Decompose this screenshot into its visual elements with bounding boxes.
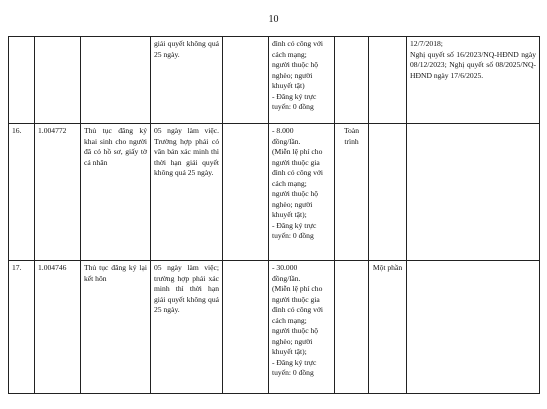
fee-cell: - 8.000 đồng/lần. (Miễn lệ phí cho người thuộc gia đình có công với cách mạng; người thuộc hộ nghèo; người khuyết tật); - Đăng ký trực tuyến: 0 đồng [269,124,335,261]
scope-cell [335,37,369,124]
empty-cell [223,37,269,124]
table-row [9,37,540,124]
code-cell [35,37,81,124]
stt-cell [9,37,35,124]
time-cell: 05 ngày làm việc. Trường hợp phải có văn bản xác minh thì thời hạn giải quyết không quá 25 ngày. [151,124,223,261]
stt-cell: 17. [9,261,35,394]
empty-cell [223,261,269,394]
time-cell: 05 ngày làm việc; trường hợp phải xác minh thì thời hạn giải quyết không quá 25 ngày. [151,261,223,394]
empty-cell [223,124,269,261]
legal-basis-cell [407,261,540,394]
name-cell [81,37,151,124]
table-row [9,124,540,261]
procedures-table [8,36,540,394]
empty-cell [335,261,369,394]
name-cell: Thủ tục đăng ký lại kết hôn [81,261,151,394]
stt-cell: 16. [9,124,35,261]
legal-basis-cell: 12/7/2018; Nghị quyết số 16/2023/NQ-HĐND ngày 08/12/2023; Nghị quyết số 08/2025/NQ-HĐND ngày 17/6/2025. [407,37,540,124]
fee-cell: - 30.000 đồng/lần. (Miễn lệ phí cho người thuộc gia đình có công với cách mạng; người thuộc hộ nghèo; người khuyết tật); - Đăng ký trực tuyến: 0 đồng [269,261,335,394]
code-cell: 1.004772 [35,124,81,261]
empty-cell [369,37,407,124]
empty-cell [369,124,407,261]
page-number: 10 [268,14,279,25]
name-cell: Thủ tục đăng ký khai sinh cho người đã có hồ sơ, giấy tờ cá nhân [81,124,151,261]
scope-cell: Toàn trình [335,124,369,261]
fee-cell: đình có công với cách mạng; người thuộc hộ nghèo; người khuyết tật) - Đăng ký trực tuyến: 0 đồng [269,37,335,124]
scope-cell: Một phần [369,261,407,394]
table-row [9,261,540,394]
time-cell: giải quyết không quá 25 ngày. [151,37,223,124]
legal-basis-cell [407,124,540,261]
code-cell: 1.004746 [35,261,81,394]
